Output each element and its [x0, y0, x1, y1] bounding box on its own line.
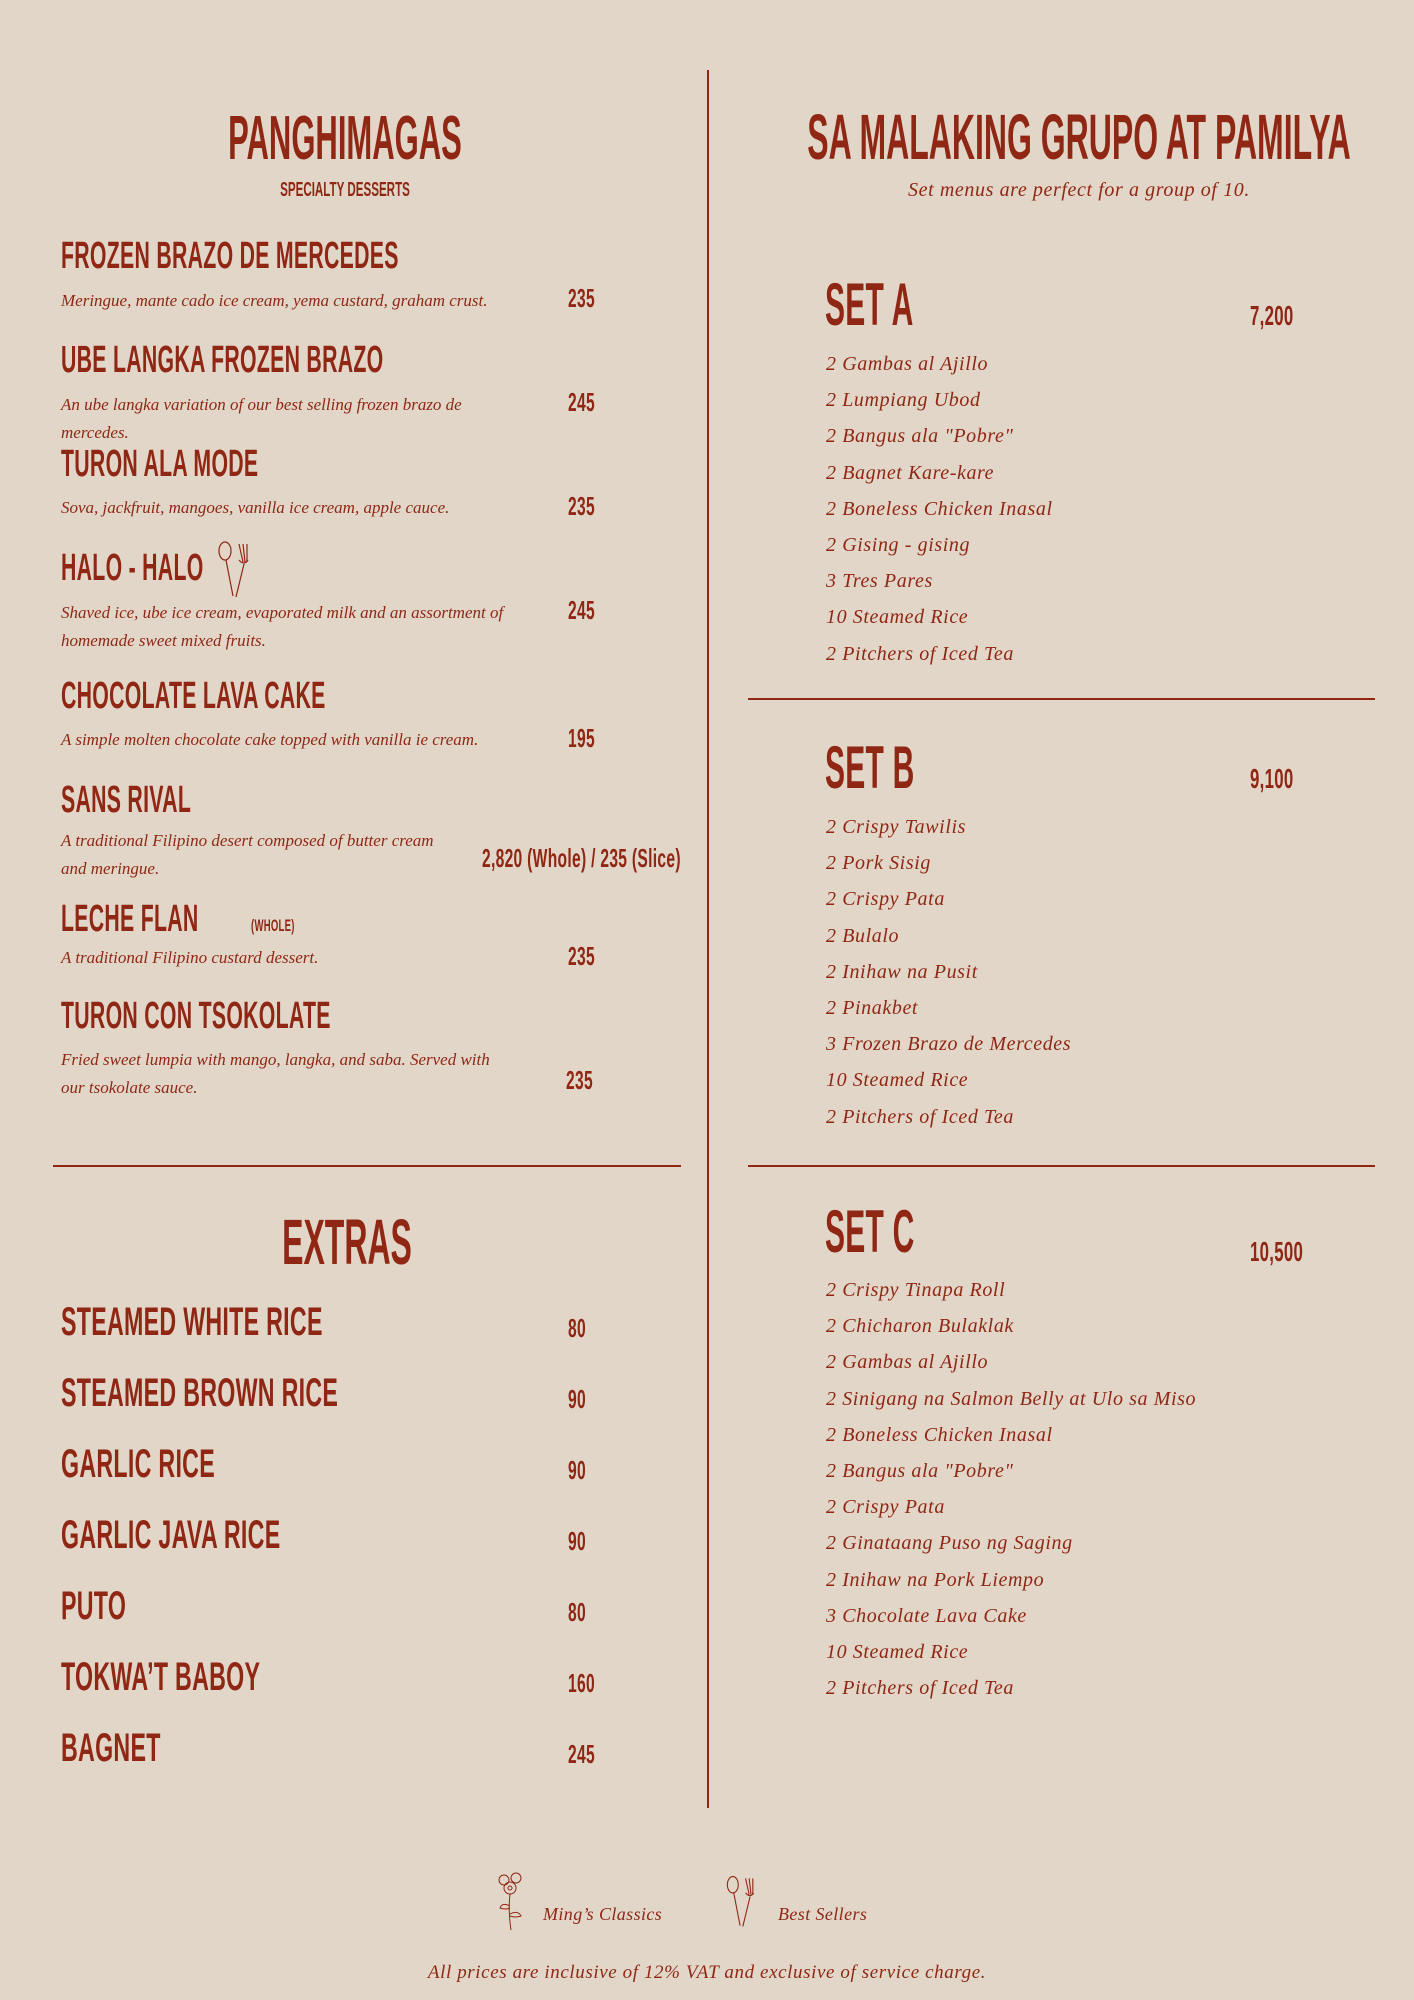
set-item: 2 Pitchers of Iced Tea: [826, 642, 1014, 665]
set-item-list: [826, 1272, 1196, 1706]
extra-name: STEAMED WHITE RICE: [61, 1300, 323, 1344]
set-item: 2 Crispy Tinapa Roll: [826, 1279, 1006, 1301]
set-item: 3 Tres Pares: [826, 570, 933, 593]
set-item: 10 Steamed Rice: [826, 606, 969, 629]
dessert-description: A traditional Filipino custard dessert.: [61, 948, 319, 967]
set-item: 3 Chocolate Lava Cake: [826, 1604, 1027, 1627]
set-item: 2 Pinakbet: [826, 997, 919, 1020]
set-item: 2 Boneless Chicken Inasal: [826, 497, 1053, 520]
group-title: SA MALAKING GRUPO AT PAMILYA: [807, 101, 1351, 173]
set-item: 3 Frozen Brazo de Mercedes: [826, 1033, 1072, 1056]
dessert-name: CHOCOLATE LAVA CAKE: [61, 675, 326, 717]
set-item-list: [826, 346, 1053, 672]
dessert-price: 245: [568, 387, 595, 417]
set-item: 2 Inihaw na Pusit: [826, 960, 978, 983]
footer-note: All prices are inclusive of 12% VAT and exclusive of service charge.: [427, 1962, 987, 1983]
dessert-description: A traditional Filipino desert composed of butter cream and meringue.: [61, 831, 434, 878]
set-item-list: [826, 809, 1071, 1135]
dessert-name: TURON CON TSOKOLATE: [61, 995, 331, 1037]
set-item: 2 Inihaw na Pork Liempo: [826, 1568, 1045, 1591]
extra-price: 90: [568, 1455, 586, 1485]
extra-price: 80: [568, 1597, 586, 1627]
dessert-description: Sova, jackfruit, mangoes, vanilla ice cream, apple cauce.: [61, 498, 450, 517]
desserts-divider: [53, 1165, 681, 1167]
set-price: 10,500: [1250, 1236, 1304, 1267]
dessert-price: 2,820 (Whole) / 235 (Slice): [482, 843, 681, 873]
dessert-description: Meringue, mante cado ice cream, yema custard, graham crust.: [61, 291, 488, 310]
set-item: 2 Pitchers of Iced Tea: [826, 1677, 1014, 1700]
dessert-description: Fried sweet lumpia with mango, langka, and saba. Served with our tsokolate sauce.: [61, 1050, 490, 1097]
set-a-divider: [748, 698, 1375, 700]
dessert-name: FROZEN BRAZO DE MERCEDES: [61, 235, 399, 277]
dessert-name: UBE LANGKA FROZEN BRAZO: [61, 339, 384, 381]
set-name: SET A: [825, 271, 914, 338]
set-price: 7,200: [1250, 300, 1294, 331]
extra-price: 90: [568, 1384, 586, 1414]
set-item: 2 Bagnet Kare-kare: [826, 461, 995, 484]
set-item: 2 Lumpiang Ubod: [826, 389, 981, 412]
extra-name: GARLIC RICE: [61, 1442, 215, 1486]
extra-name: BAGNET: [61, 1726, 161, 1770]
set-item: 2 Crispy Pata: [826, 1496, 945, 1519]
dessert-name-note: (WHOLE): [250, 916, 295, 935]
extra-price: 160: [568, 1668, 595, 1698]
best-seller-icon: [212, 540, 256, 605]
dessert-description: Shaved ice, ube ice cream, evaporated milk and an assortment of homemade sweet mixed fruits.: [61, 603, 504, 650]
column-divider: [707, 70, 709, 1808]
group-subtitle: Set menus are perfect for a group of 10.: [908, 179, 1250, 201]
set-item: 2 Chicharon Bulaklak: [826, 1315, 1014, 1338]
dessert-name: TURON ALA MODE: [61, 443, 259, 485]
set-item: 2 Gambas al Ajillo: [826, 353, 989, 375]
extra-name: TOKWA’T BABOY: [61, 1655, 261, 1699]
legend-classics-label: Ming’s Classics: [543, 1904, 663, 1924]
set-item: 2 Bangus ala "Pobre": [826, 425, 1014, 448]
set-item: 2 Gambas al Ajillo: [826, 1351, 989, 1374]
set-b-divider: [748, 1165, 1375, 1167]
set-name: SET C: [825, 1198, 915, 1265]
dessert-price: 245: [568, 595, 595, 625]
extra-name: GARLIC JAVA RICE: [61, 1513, 281, 1557]
set-item: 2 Pork Sisig: [826, 852, 931, 875]
set-item: 2 Bulalo: [826, 924, 900, 947]
extra-price: 90: [568, 1526, 586, 1556]
dessert-description: An ube langka variation of our best selling frozen brazo de mercedes.: [61, 395, 462, 442]
flower-icon: [494, 1870, 528, 1937]
dessert-price: 235: [566, 1065, 593, 1095]
dessert-price: 235: [568, 283, 595, 313]
legend-best-sellers-label: Best Sellers: [778, 1904, 868, 1924]
desserts-title: PANGHIMAGAS: [228, 104, 462, 173]
spoon-fork-icon: [721, 1874, 761, 1935]
set-item: 2 Sinigang na Salmon Belly at Ulo sa Miso: [826, 1387, 1197, 1410]
set-item: 2 Crispy Pata: [826, 888, 945, 911]
set-item: 2 Bangus ala "Pobre": [826, 1460, 1014, 1483]
set-item: 10 Steamed Rice: [826, 1641, 969, 1664]
set-item: 2 Ginataang Puso ng Saging: [826, 1532, 1073, 1555]
extras-title: EXTRAS: [282, 1206, 412, 1278]
dessert-description: A simple molten chocolate cake topped with vanilla ie cream.: [61, 730, 479, 749]
dessert-name: SANS RIVAL: [61, 779, 192, 821]
dessert-name: HALO - HALO: [61, 547, 204, 589]
set-item: 2 Crispy Tawilis: [826, 816, 967, 838]
set-item: 2 Boneless Chicken Inasal: [826, 1423, 1053, 1446]
extra-name: STEAMED BROWN RICE: [61, 1371, 339, 1415]
extra-price: 80: [568, 1313, 586, 1343]
set-item: 10 Steamed Rice: [826, 1069, 969, 1092]
dessert-name-group: [61, 898, 329, 941]
set-item: 2 Gising - gising: [826, 534, 971, 557]
dessert-price: 235: [568, 491, 595, 521]
dessert-price: 195: [568, 723, 595, 753]
desserts-subtitle: SPECIALTY DESSERTS: [280, 179, 410, 201]
set-item: 2 Pitchers of Iced Tea: [826, 1105, 1014, 1128]
dessert-price: 235: [568, 941, 595, 971]
set-price: 9,100: [1250, 763, 1294, 794]
extra-name: PUTO: [61, 1584, 127, 1628]
dessert-name: LECHE FLAN: [61, 898, 199, 940]
set-name: SET B: [825, 734, 915, 801]
extra-price: 245: [568, 1739, 595, 1769]
